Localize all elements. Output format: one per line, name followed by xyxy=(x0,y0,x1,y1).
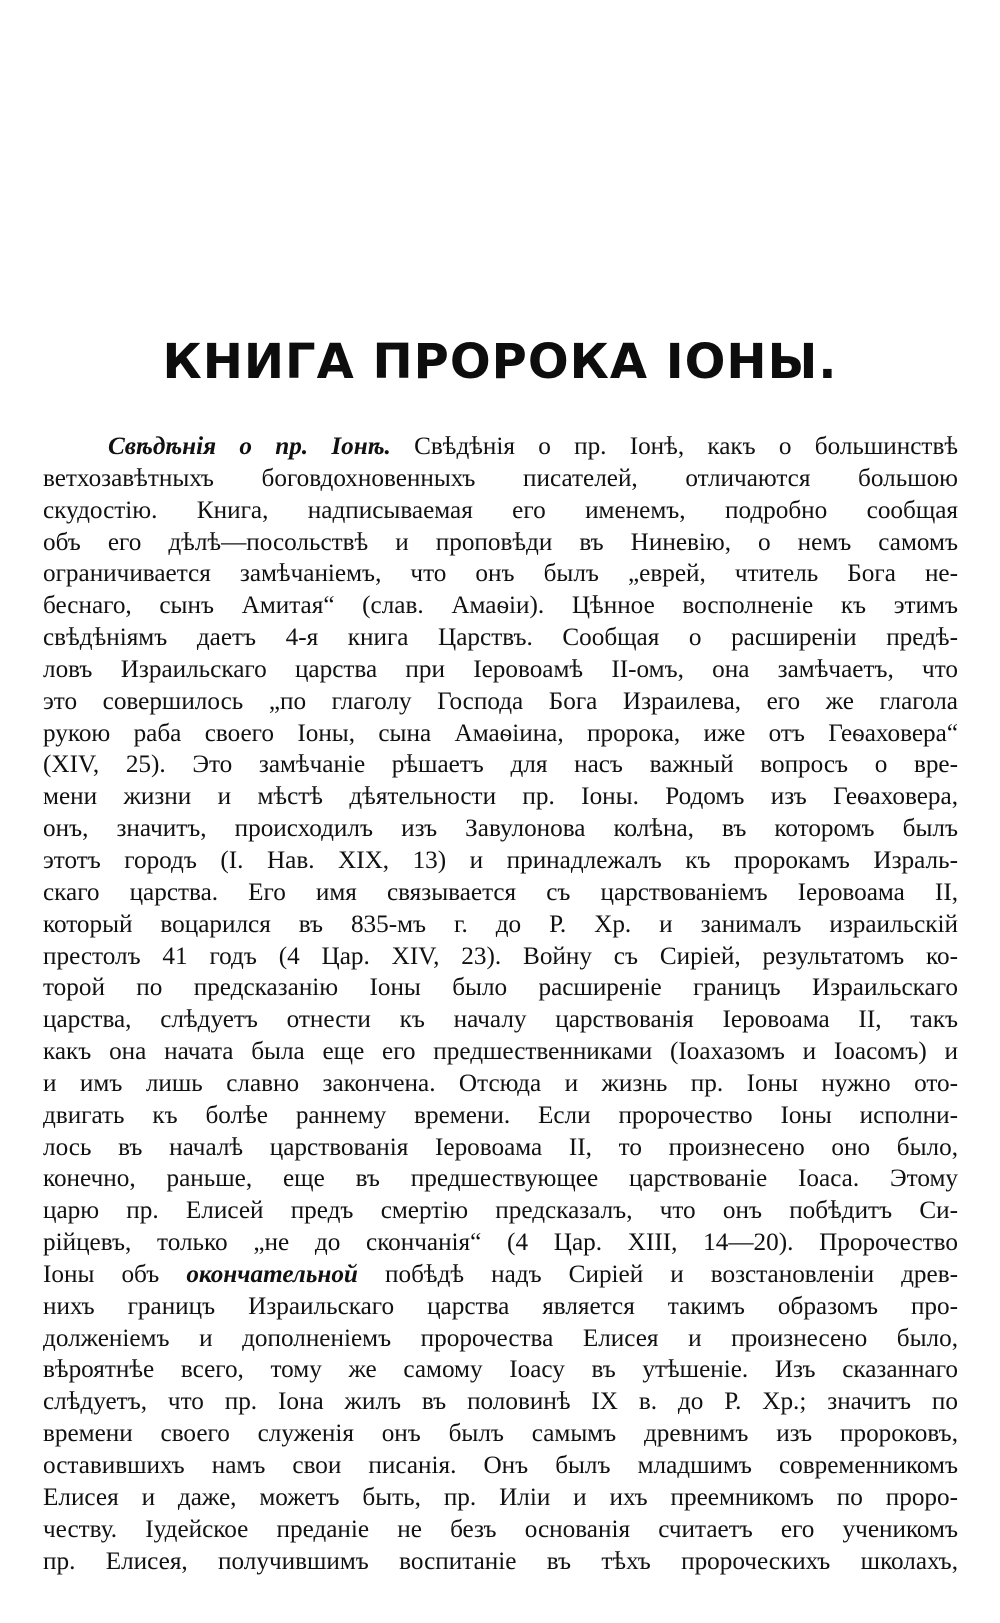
text-line xyxy=(43,431,958,463)
text-line: рукою раба своего Іоны, сына Амаѳіина, пророка, иже отъ Геѳаховера“ xyxy=(43,719,958,747)
text-line: (XIV, 25). Это замѣчаніе рѣшаетъ для насъ важный вопросъ о вре- xyxy=(43,751,958,779)
text-line: ловъ Израильскаго царства при Іеровоамѣ II-омъ, она замѣчаетъ, что xyxy=(43,655,958,683)
text-line: мени жизни и мѣстѣ дѣятельности пр. Іоны. Родомъ изъ Геѳаховера, xyxy=(43,783,958,811)
text-line: рійцевъ, только „не до скончанія“ (4 Цар. XIII, 14—20). Пророчество xyxy=(43,1229,958,1257)
text-line: и имъ лишь славно закончена. Отсюда и жизнь пр. Іоны нужно ото- xyxy=(43,1069,958,1097)
text-segment: Іоны объ xyxy=(43,1260,187,1288)
text-line: свѣдѣніямъ даетъ 4-я книга Царствъ. Сообщая о расширеніи предѣ- xyxy=(43,624,958,652)
body-paragraph xyxy=(43,431,958,1577)
text-line: этотъ городъ (І. Нав. XIX, 13) и принадлежалъ къ пророкамъ Израль- xyxy=(43,846,958,874)
text-line: который воцарился въ 835-мъ г. до Р. Хр. и занималъ израильскій xyxy=(43,910,958,938)
text-line: объ его дѣлѣ—посольствѣ и проповѣди въ Ниневію, о немъ самомъ xyxy=(43,528,958,556)
text-line: долженіемъ и дополненіемъ пророчества Елисея и произнесено было, xyxy=(43,1324,958,1352)
text-line: какъ она начата была еще его предшественниками (Іоахазомъ и Іоасомъ) и xyxy=(43,1038,958,1066)
text-line: скудостію. Книга, надписываемая его именемъ, подробно сообщая xyxy=(43,496,958,524)
text-line: онъ, значитъ, происходилъ изъ Завулонова колѣна, въ которомъ былъ xyxy=(43,815,958,843)
text-line: это совершилось „по глаголу Господа Бога Израилева, его же глагола xyxy=(43,687,958,715)
text-line: царства, слѣдуетъ отнести къ началу царствованія Іеровоама II, такъ xyxy=(43,1006,958,1034)
text-line: слѣдуетъ, что пр. Іона жилъ въ половинѣ IX в. до Р. Хр.; значитъ по xyxy=(43,1388,958,1416)
text-line: пр. Елисея, получившимъ воспитаніе въ тѣхъ пророческихъ школахъ, xyxy=(43,1547,958,1575)
text-line: оставившихъ намъ свои писанія. Онъ былъ младшимъ современникомъ xyxy=(43,1452,958,1479)
text-line: царю пр. Елисей предъ смертію предсказалъ, что онъ побѣдитъ Си- xyxy=(43,1197,958,1225)
chapter-title: КНИГА ПРОРОКА ІОНЫ. xyxy=(162,334,838,390)
text-line-content: Свѣдѣнія о пр. Іонѣ, какъ о большинствѣ xyxy=(390,433,959,460)
text-line: беснаго, сынъ Амитая“ (слав. Амаѳіи). Цѣнное восполненіе къ этимъ xyxy=(43,592,958,620)
text-line: торой по предсказанію Іоны было расширеніе границъ Израильскаго xyxy=(43,974,958,1002)
text-line: скаго царства. Его имя связывается съ царствованіемъ Іеровоама II, xyxy=(43,878,958,906)
text-line: честву. Іудейское преданіе не безъ основанія считаетъ его ученикомъ xyxy=(43,1515,958,1543)
lead-in-heading: Свѣдѣнія о пр. Іонѣ. xyxy=(108,433,391,460)
text-line: нихъ границъ Израильскаго царства является такимъ образомъ про- xyxy=(43,1292,958,1320)
text-line: двигать къ болѣе раннему времени. Если пророчество Іоны исполни- xyxy=(43,1101,958,1129)
emphasized-word: окончательной xyxy=(186,1260,358,1288)
text-line: конечно, раньше, еще въ предшествующее царствованіе Іоаса. Этому xyxy=(43,1165,958,1193)
text-line: престолъ 41 годъ (4 Цар. XIV, 23). Войну съ Сиріей, результатомъ ко- xyxy=(43,942,958,970)
text-line: ветхозавѣтныхъ боговдохновенныхъ писателей, отличаются большою xyxy=(43,464,958,492)
text-line: ограничивается замѣчаніемъ, что онъ былъ „еврей, чтитель Бога не- xyxy=(43,560,958,588)
text-line: Елисея и даже, можетъ быть, пр. Иліи и ихъ преемникомъ по проро- xyxy=(43,1483,958,1511)
text-segment: побѣдѣ надъ Сиріей и возстановленіи древ- xyxy=(357,1260,958,1288)
text-line: вѣроятнѣе всего, тому же самому Іоасу въ утѣшеніе. Изъ сказаннаго xyxy=(43,1356,958,1384)
text-line: времени своего служенія онъ былъ самымъ древнимъ изъ пророковъ, xyxy=(43,1420,958,1448)
text-line-with-emphasis xyxy=(43,1259,958,1291)
text-line: лось въ началѣ царствованія Іеровоама II, то произнесено оно было, xyxy=(43,1133,958,1161)
